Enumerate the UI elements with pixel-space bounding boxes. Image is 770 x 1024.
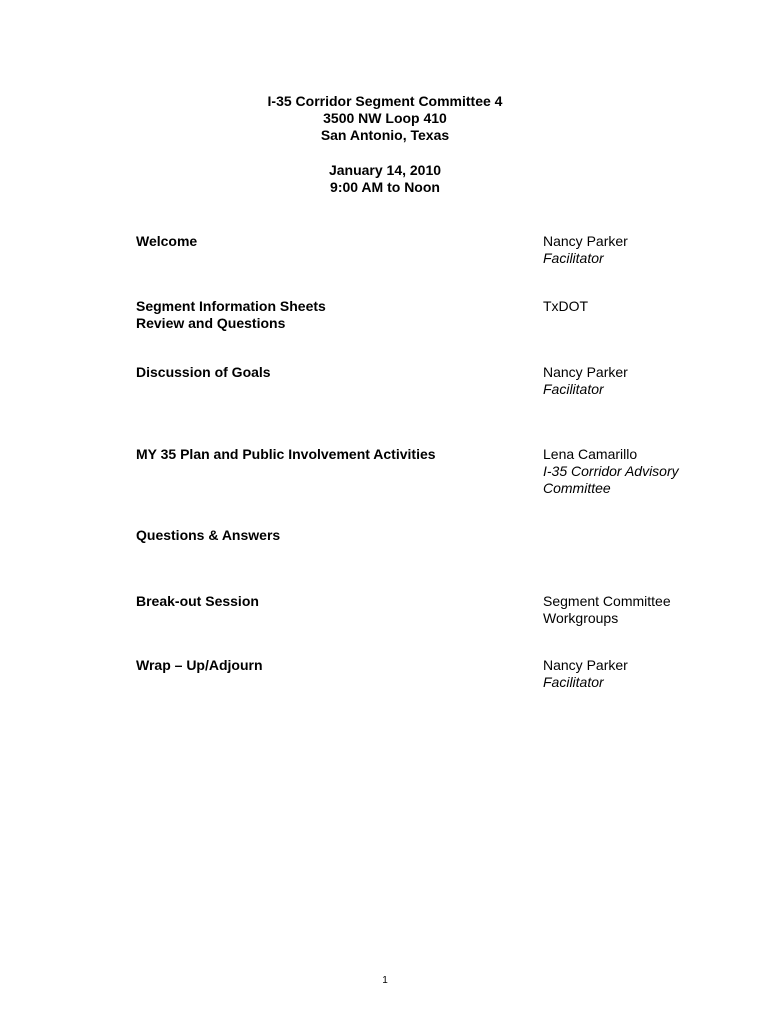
agenda-item-presenter	[543, 446, 679, 497]
agenda-item-title	[136, 298, 326, 332]
agenda-item-title	[136, 593, 259, 610]
agenda-item-title-line: MY 35 Plan and Public Involvement Activities	[136, 446, 436, 462]
presenter-name: Nancy Parker	[543, 657, 628, 673]
agenda-item-title	[136, 527, 280, 544]
presenter-name: Nancy Parker	[543, 233, 628, 249]
presenter-name: Nancy Parker	[543, 364, 628, 380]
agenda-item-title	[136, 446, 436, 463]
agenda-item-title	[136, 233, 197, 250]
presenter-role-line: Facilitator	[543, 674, 604, 690]
presenter-role-line: Workgroups	[543, 610, 619, 626]
agenda-item-presenter	[543, 593, 671, 627]
agenda-item-title-line: Review and Questions	[136, 315, 286, 331]
presenter-name: Segment Committee	[543, 593, 671, 609]
agenda-item-title-line: Welcome	[136, 233, 198, 249]
agenda-item-presenter	[543, 233, 628, 267]
meeting-time: 9:00 AM to Noon	[330, 179, 440, 195]
agenda-item-title-line: Segment Information Sheets	[136, 298, 326, 314]
agenda-item-presenter	[543, 364, 628, 398]
presenter-role-line: Facilitator	[543, 381, 604, 397]
meeting-title: I-35 Corridor Segment Committee 4	[267, 93, 503, 109]
meeting-city: San Antonio, Texas	[320, 127, 450, 143]
meeting-address: 3500 NW Loop 410	[323, 110, 447, 126]
agenda-header	[0, 93, 770, 196]
agenda-item-title	[136, 364, 271, 381]
presenter-role-line: I-35 Corridor Advisory	[543, 463, 679, 479]
agenda-item-title-line: Wrap – Up/Adjourn	[136, 657, 263, 673]
agenda-item-presenter	[543, 657, 628, 691]
agenda-item-title-line: Break-out Session	[136, 593, 259, 609]
meeting-date: January 14, 2010	[328, 162, 442, 178]
presenter-name: TxDOT	[543, 298, 589, 314]
page-number: 1	[382, 975, 388, 986]
agenda-item-title-line: Discussion of Goals	[136, 364, 271, 380]
agenda-item-title-line: Questions & Answers	[136, 527, 281, 543]
presenter-role-line: Facilitator	[543, 250, 604, 266]
presenter-name: Lena Camarillo	[543, 446, 638, 462]
presenter-role-line: Committee	[543, 480, 611, 496]
agenda-item-title	[136, 657, 263, 674]
agenda-item-presenter	[543, 298, 588, 315]
